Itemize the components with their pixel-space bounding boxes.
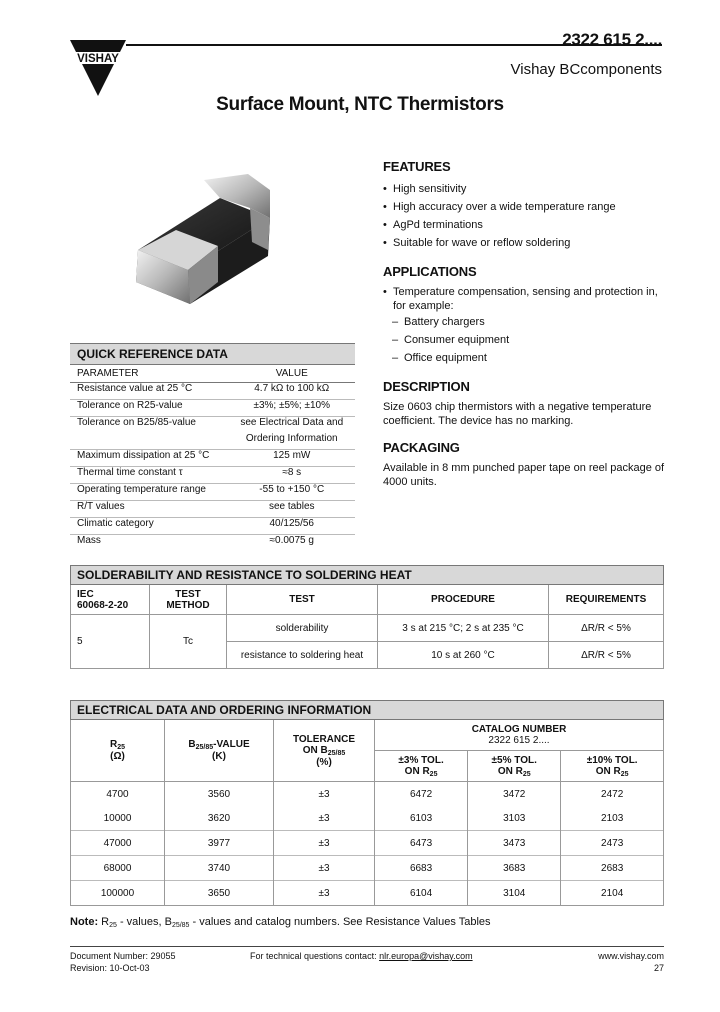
catalog-prefix: 2322 615 2.... bbox=[488, 735, 550, 746]
svg-text:VISHAY: VISHAY bbox=[77, 53, 119, 65]
test-header: TEST bbox=[227, 585, 378, 615]
value-cell: 40/125/56 bbox=[228, 518, 355, 535]
catalog-10pct-cell: 2473 bbox=[561, 831, 664, 856]
quick-reference-title: QUICK REFERENCE DATA bbox=[70, 344, 355, 365]
footer-site bbox=[598, 950, 664, 974]
value-cell: ≈0.0075 g bbox=[269, 535, 314, 546]
catalog-5pct-cell: 3683 bbox=[468, 856, 561, 881]
tol-header-line: ±10% TOL. bbox=[586, 754, 638, 766]
parameter-cell: Climatic category bbox=[70, 518, 228, 535]
quick-reference-table bbox=[70, 343, 355, 551]
tol-header-sub: 25 bbox=[429, 770, 438, 778]
table-row bbox=[71, 782, 664, 807]
procedure-header: PROCEDURE bbox=[378, 585, 549, 615]
applications-intro: • Temperature compensation, sensing and protection in, for example: bbox=[383, 285, 673, 313]
solderability-title: SOLDERABILITY AND RESISTANCE TO SOLDERING HEAT bbox=[71, 566, 664, 585]
description-heading: DESCRIPTION bbox=[383, 379, 470, 394]
parameter-cell: Tolerance on B25/85-value bbox=[77, 417, 196, 428]
r25-header-label: R bbox=[109, 739, 118, 750]
b-value-cell: 3740 bbox=[165, 856, 274, 881]
electrical-title: ELECTRICAL DATA AND ORDERING INFORMATION bbox=[71, 701, 664, 720]
test-method-header bbox=[150, 585, 227, 615]
catalog-5pct-cell: 3472 bbox=[468, 782, 561, 807]
catalog-10pct-cell: 2472 bbox=[561, 782, 664, 807]
note-text: - values, B bbox=[116, 916, 172, 928]
packaging-heading: PACKAGING bbox=[383, 440, 460, 455]
tolerance-cell: ±3 bbox=[274, 782, 375, 807]
test-cell: solderability bbox=[227, 615, 378, 642]
footer-rule bbox=[70, 946, 664, 947]
parameter-cell: Tolerance on R25-value bbox=[70, 400, 228, 417]
page-number: 27 bbox=[653, 963, 664, 973]
value-cell: 4.7 kΩ to 100 kΩ bbox=[228, 383, 355, 400]
table-row bbox=[70, 501, 355, 518]
r25-cell: 47000 bbox=[71, 831, 165, 856]
parameter-cell bbox=[70, 433, 228, 450]
catalog-number-header bbox=[375, 720, 664, 751]
r25-header-unit: (Ω) bbox=[110, 751, 125, 762]
b-value-cell: 3650 bbox=[165, 881, 274, 906]
catalog-5pct-cell: 3103 bbox=[468, 806, 561, 831]
vishay-logo bbox=[70, 30, 126, 98]
website-link[interactable]: www.vishay.com bbox=[598, 951, 664, 961]
catalog-5pct-cell: 3473 bbox=[468, 831, 561, 856]
table-row bbox=[70, 467, 355, 484]
value-cell: -55 to +150 °C bbox=[228, 484, 355, 501]
catalog-3pct-cell: 6103 bbox=[375, 806, 468, 831]
document-number: Document Number: 29055 bbox=[70, 951, 176, 961]
value-cell: see tables bbox=[228, 501, 355, 518]
tolerance-cell: ±3 bbox=[274, 831, 375, 856]
value-cell: 125 mW bbox=[228, 450, 355, 467]
application-item: – Office equipment bbox=[383, 349, 673, 367]
document-title: Surface Mount, NTC Thermistors bbox=[216, 94, 504, 115]
catalog-3pct-cell: 6683 bbox=[375, 856, 468, 881]
catalog-heading: CATALOG NUMBER bbox=[471, 724, 567, 735]
b-value-cell: 3560 bbox=[165, 782, 274, 807]
catalog-3pct-cell: 6104 bbox=[375, 881, 468, 906]
requirements-header: REQUIREMENTS bbox=[549, 585, 664, 615]
r25-cell: 100000 bbox=[71, 881, 165, 906]
catalog-10pct-cell: 2683 bbox=[561, 856, 664, 881]
note-text: - values and catalog numbers. See Resistance Values Tables bbox=[189, 916, 491, 928]
feature-item: • High accuracy over a wide temperature range bbox=[383, 198, 673, 216]
tol10-header bbox=[561, 751, 664, 782]
value-cell: ≈8 s bbox=[228, 467, 355, 484]
value-header: VALUE bbox=[228, 365, 355, 383]
tolerance-cell: ±3 bbox=[274, 806, 375, 831]
requirements-cell: ΔR/R < 5% bbox=[549, 615, 664, 642]
tolerance-header-sub: 25/85 bbox=[327, 749, 346, 757]
iec-header bbox=[71, 585, 150, 615]
table-row bbox=[71, 806, 664, 831]
catalog-3pct-cell: 6473 bbox=[375, 831, 468, 856]
part-number: 2322 615 2.... bbox=[562, 30, 662, 49]
r25-cell: 10000 bbox=[71, 806, 165, 831]
catalog-3pct-cell: 6472 bbox=[375, 782, 468, 807]
iec-header-line: IEC bbox=[77, 588, 94, 600]
tol-header-line: ±5% TOL. bbox=[491, 754, 537, 766]
tolerance-header bbox=[274, 720, 375, 782]
note-sub: 25 bbox=[109, 922, 117, 929]
table-row bbox=[71, 881, 664, 906]
feature-item: • High sensitivity bbox=[383, 180, 673, 198]
tol5-header bbox=[468, 751, 561, 782]
r25-cell: 68000 bbox=[71, 856, 165, 881]
packaging-section bbox=[383, 439, 673, 489]
b-value-cell: 3977 bbox=[165, 831, 274, 856]
tolerance-header-line: TOLERANCE bbox=[292, 733, 356, 745]
r25-header bbox=[71, 720, 165, 782]
tolerance-cell: ±3 bbox=[274, 856, 375, 881]
table-row bbox=[70, 450, 355, 467]
tol-header-line: ON R bbox=[497, 765, 523, 777]
solderability-table bbox=[70, 565, 664, 669]
table-row bbox=[70, 417, 355, 434]
tol-header-sub: 25 bbox=[620, 770, 629, 778]
parameter-cell: R/T values bbox=[70, 501, 228, 518]
requirements-cell: ΔR/R < 5% bbox=[549, 642, 664, 669]
value-cell: see Electrical Data and bbox=[240, 417, 344, 428]
tol-header-line: ON R bbox=[595, 765, 621, 777]
thermistor-chip-image bbox=[120, 168, 290, 308]
table-row bbox=[71, 831, 664, 856]
tolerance-cell: ±3 bbox=[274, 881, 375, 906]
features-section bbox=[383, 158, 673, 252]
packaging-text: Available in 8 mm punched paper tape on reel package of 4000 units. bbox=[383, 462, 665, 488]
application-item: – Consumer equipment bbox=[383, 331, 673, 349]
tol3-header bbox=[375, 751, 468, 782]
table-row bbox=[71, 615, 664, 642]
table-row bbox=[70, 535, 355, 552]
applications-heading: APPLICATIONS bbox=[383, 264, 477, 279]
tol-header-line: ON R bbox=[404, 765, 430, 777]
parameter-cell: Mass bbox=[77, 535, 101, 546]
b-value-header-sub: 25/85 bbox=[195, 744, 214, 751]
note-label: Note: bbox=[70, 916, 99, 928]
footer-contact bbox=[250, 950, 473, 962]
contact-text: For technical questions contact: bbox=[250, 951, 380, 961]
b-value-cell: 3620 bbox=[165, 806, 274, 831]
value-cell: ±3%; ±5%; ±10% bbox=[228, 400, 355, 417]
description-section bbox=[383, 378, 673, 428]
b-value-header-label: B bbox=[188, 739, 196, 750]
table-row bbox=[70, 400, 355, 417]
iec-cell: 5 bbox=[71, 615, 150, 669]
feature-item: • Suitable for wave or reflow soldering bbox=[383, 234, 673, 252]
tol-header-sub: 25 bbox=[522, 770, 531, 778]
note-sub: 25/85 bbox=[171, 922, 190, 929]
test-method-cell: Tc bbox=[150, 615, 227, 669]
iec-header-line: 60068-2-20 bbox=[77, 599, 129, 611]
test-cell: resistance to soldering heat bbox=[227, 642, 378, 669]
table-row bbox=[70, 433, 355, 450]
tolerance-header-line: ON B bbox=[302, 744, 328, 756]
table-row bbox=[70, 484, 355, 501]
tolerance-header-unit: (%) bbox=[316, 756, 332, 768]
r25-cell: 4700 bbox=[71, 782, 165, 807]
features-heading: FEATURES bbox=[383, 159, 451, 174]
contact-email-link[interactable]: nlr.europa@vishay.com bbox=[379, 951, 473, 961]
catalog-10pct-cell: 2104 bbox=[561, 881, 664, 906]
r25-header-sub: 25 bbox=[117, 744, 126, 751]
revision: Revision: 10-Oct-03 bbox=[70, 963, 150, 973]
b-value-header-unit: (K) bbox=[212, 751, 226, 762]
application-item: – Battery chargers bbox=[383, 313, 673, 331]
tol-header-line: ±3% TOL. bbox=[398, 754, 444, 766]
b-value-header-suffix: -VALUE bbox=[213, 739, 250, 750]
value-cell: Ordering Information bbox=[228, 433, 355, 450]
catalog-10pct-cell: 2103 bbox=[561, 806, 664, 831]
electrical-data-table bbox=[70, 700, 664, 906]
description-text: Size 0603 chip thermistors with a negative temperature coefficient. The device has no marking. bbox=[383, 401, 652, 427]
parameter-cell: Resistance value at 25 °C bbox=[70, 383, 228, 400]
note-text: R bbox=[98, 916, 110, 928]
catalog-5pct-cell: 3104 bbox=[468, 881, 561, 906]
table-row bbox=[70, 383, 355, 400]
division-name: Vishay BCcomponents bbox=[510, 61, 662, 78]
parameter-cell: Operating temperature range bbox=[70, 484, 228, 501]
right-column bbox=[383, 158, 673, 500]
test-method-header-line: TEST bbox=[175, 588, 201, 600]
footer-document-info bbox=[70, 950, 176, 974]
b-value-header bbox=[165, 720, 274, 782]
parameter-cell: Thermal time constant τ bbox=[70, 467, 228, 484]
parameter-cell: Maximum dissipation at 25 °C bbox=[70, 450, 228, 467]
table-note bbox=[70, 916, 491, 929]
applications-section bbox=[383, 263, 673, 367]
procedure-cell: 3 s at 215 °C; 2 s at 235 °C bbox=[378, 615, 549, 642]
table-row bbox=[70, 518, 355, 535]
table-row bbox=[71, 856, 664, 881]
feature-item: • AgPd terminations bbox=[383, 216, 673, 234]
test-method-header-line: METHOD bbox=[166, 599, 210, 611]
parameter-header: PARAMETER bbox=[70, 365, 228, 383]
procedure-cell: 10 s at 260 °C bbox=[378, 642, 549, 669]
